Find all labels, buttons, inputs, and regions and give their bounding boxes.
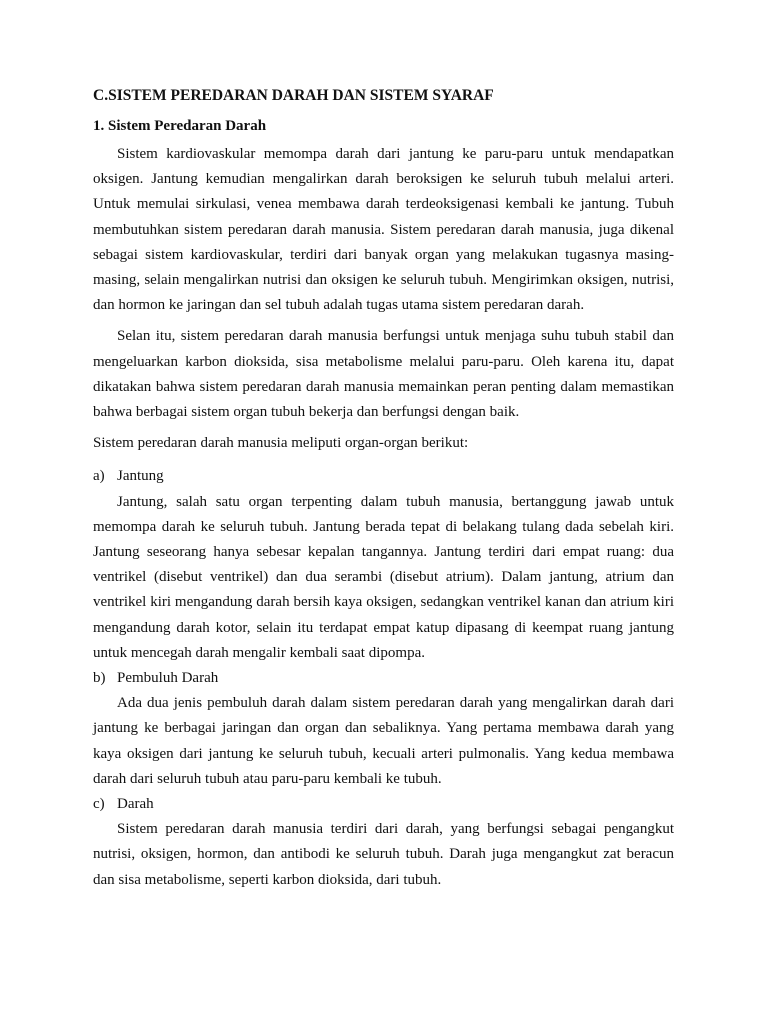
list-item-label: Jantung xyxy=(117,468,164,485)
paragraph-1: Sistem kardiovaskular memompa darah dari jantung ke paru-paru untuk mendapatkan oksigen. Jantung kemudian mengalirkan darah beroksigen ke seluruh tubuh melalui arteri. Untuk memulai sirkulasi, venea membawa darah terdeoksigenasi kembali ke jantung. Tubuh membutuhkan sistem peredaran darah manusia. Sistem peredaran darah manusia, juga dikenal sebagai sistem kardiovaskular, terdiri dari banyak organ yang melakukan tugasnya masing-masing, selain mengalirkan nutrisi dan oksigen ke seluruh tubuh. Mengirimkan oksigen, nutrisi, dan hormon ke jaringan dan sel tubuh adalah tugas utama sistem peredaran darah. xyxy=(93,146,674,314)
list-item-label: Pembuluh Darah xyxy=(117,670,219,687)
list-item-pembuluh-darah xyxy=(93,666,674,691)
list-intro: Sistem peredaran darah manusia meliputi organ-organ berikut: xyxy=(93,435,469,452)
list-marker: b) xyxy=(93,670,106,687)
list-marker: a) xyxy=(93,468,105,485)
paragraph-2: Selan itu, sistem peredaran darah manusia berfungsi untuk menjaga suhu tubuh stabil dan mengeluarkan karbon dioksida, sisa metabolisme melalui paru-paru. Oleh karena itu, dapat dikatakan bahwa sistem peredaran darah manusia memainkan peran penting dalam memastikan bahwa berbagai sistem organ tubuh bekerja dan berfungsi dengan baik. xyxy=(93,328,674,421)
list-item-text: Sistem peredaran darah manusia terdiri dari darah, yang berfungsi sebagai pengangkut nutrisi, oksigen, hormon, dan antibodi ke seluruh tubuh. Darah juga mengangkut zat beracun dan sisa metabolisme, seperti karbon dioksida, dari tubuh. xyxy=(93,821,674,888)
document-title: C.SISTEM PEREDARAN DARAH DAN SISTEM SYARAF xyxy=(93,87,494,104)
list-marker: c) xyxy=(93,796,105,813)
list-item-text: Ada dua jenis pembuluh darah dalam sistem peredaran darah yang mengalirkan darah dari jantung ke berbagai jaringan dan organ dan sebaliknya. Yang pertama membawa darah yang kaya oksigen dari jantung ke seluruh tubuh, kecuali arteri pulmonalis. Yang kedua membawa darah dari seluruh tubuh atau paru-paru kembali ke tubuh. xyxy=(93,695,674,787)
section-heading: 1. Sistem Peredaran Darah xyxy=(93,118,267,134)
list-item-label: Darah xyxy=(117,796,154,813)
list-item-darah xyxy=(93,792,674,817)
list-item-jantung xyxy=(93,464,674,489)
list-item-text: Jantung, salah satu organ terpenting dalam tubuh manusia, bertanggung jawab untuk memompa darah ke seluruh tubuh. Jantung berada tepat di belakang tulang dada sebelah kiri. Jantung seseorang hanya sebesar kepalan tangannya. Jantung terdiri dari empat ruang: dua ventrikel (disebut ventrikel) dan dua serambi (disebut atrium). Dalam jantung, atrium dan ventrikel kiri mengandung darah bersih kaya oksigen, sedangkan ventrikel kanan dan atrium kiri mengandung darah kotor, selain itu terdapat empat katup dipasang di keempat ruang jantung untuk mencegah darah mengalir kembali saat dipompa. xyxy=(93,493,674,661)
